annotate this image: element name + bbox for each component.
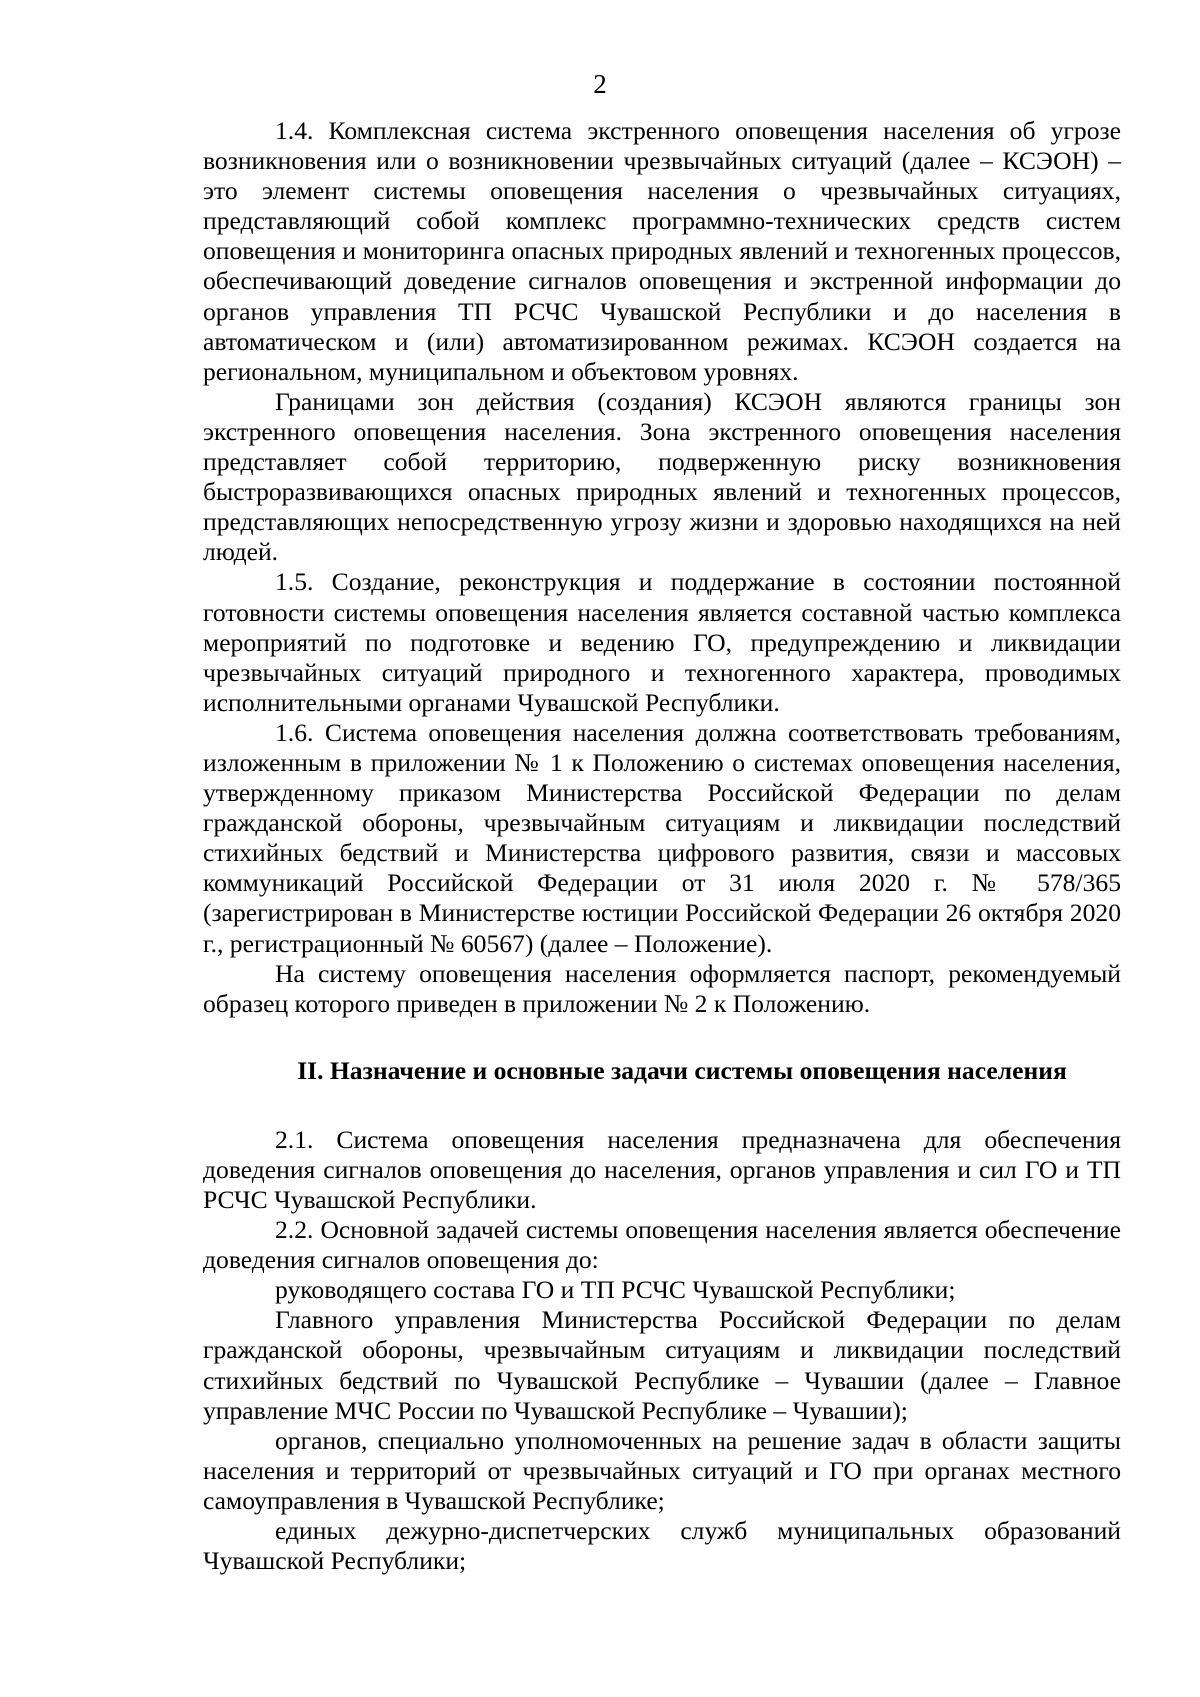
section-heading: II. Назначение и основные задачи системы оповещения населения: [297, 1055, 1067, 1085]
list-item-dispatch-services: единых дежурно-диспетчерских служб муниципальных образований Чувашской Республики;: [203, 1516, 1121, 1576]
list-item-leadership: руководящего состава ГО и ТП РСЧС Чувашской Республики;: [275, 1275, 956, 1305]
paragraph-1-4: 1.4. Комплексная система экстренного оповещения населения об угрозе возникновения или о возникновении чрезвычайных ситуаций (далее – КСЭОН) – это элемент системы оповещения населения о чрезвычайных ситуациях, представляющий собой комплекс программно-технических средств систем оповещения и мониторинга опасных природных явлений и техногенных процессов, обеспечивающий доведение сигналов оповещения и экстренной информации до органов управления ТП РСЧС Чувашской Республики и до населения в автоматическом и (или) автоматизированном режимах. КСЭОН создается на региональном, муниципальном и объектовом уровнях.: [203, 116, 1121, 386]
paragraph-ksoen-zones: Границами зон действия (создания) КСЭОН являются границы зон экстренного оповещения населения. Зона экстренного оповещения населения представляет собой территорию, подверженную риску возникновения быстроразвивающихся опасных природных явлений и техногенных процессов, представляющих непосредственную угрозу жизни и здоровью находящихся на ней людей.: [203, 386, 1121, 567]
document-body: [203, 116, 1121, 1576]
paragraph-passport: На систему оповещения населения оформляется паспорт, рекомендуемый образец которого приведен в приложении № 2 к Положению.: [203, 958, 1121, 1018]
paragraph-2-1: 2.1. Система оповещения населения предназначена для обеспечения доведения сигналов оповещения до населения, органов управления и сил ГО и ТП РСЧС Чувашской Республики.: [203, 1124, 1121, 1214]
page-number: 2: [593, 69, 607, 99]
paragraph-1-6: 1.6. Система оповещения населения должна соответствовать требованиям, изложенным в приложении № 1 к Положению о системах оповещения населения, утвержденному приказом Министерства Российской Федерации по делам гражданской обороны, чрезвычайным ситуациям и ликвидации последствий стихийных бедствий и Министерства цифрового развития, связи и массовых коммуникаций Российской Федерации от 31 июля 2020 г. № 578/365 (зарегистрирован в Министерстве юстиции Российской Федерации 26 октября 2020 г., регистрационный № 60567) (далее – Положение).: [203, 717, 1121, 958]
paragraph-1-5: 1.5. Создание, реконструкция и поддержание в состоянии постоянной готовности системы оповещения населения является составной частью комплекса мероприятий по подготовке и ведению ГО, предупреждению и ликвидации чрезвычайных ситуаций природного и техногенного характера, проводимых исполнительными органами Чувашской Республики.: [203, 567, 1121, 717]
list-item-authorized-bodies: органов, специально уполномоченных на решение задач в области защиты населения и территорий от чрезвычайных ситуаций и ГО при органах местного самоуправления в Чувашской Республике;: [203, 1425, 1121, 1515]
paragraph-2-2: 2.2. Основной задачей системы оповещения населения является обеспечение доведения сигналов оповещения до:: [203, 1215, 1121, 1275]
list-item-main-directorate: Главного управления Министерства Российской Федерации по делам гражданской обороны, чрезвычайным ситуациям и ликвидации последствий стихийных бедствий по Чувашской Республике – Чувашии (далее – Главное управление МЧС России по Чувашской Республике – Чувашии);: [203, 1305, 1121, 1425]
